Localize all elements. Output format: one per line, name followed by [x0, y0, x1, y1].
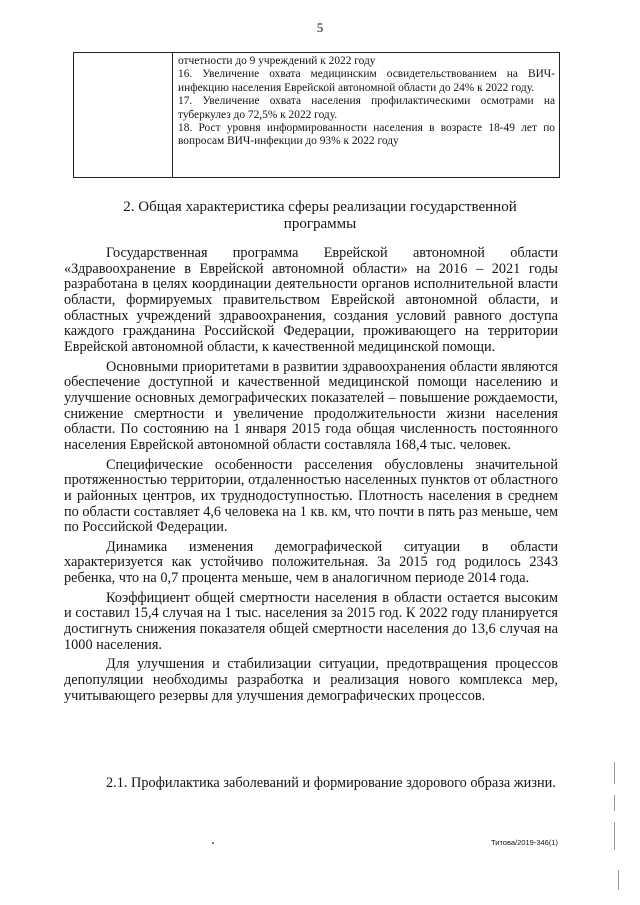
scan-artifact — [614, 822, 615, 850]
section-heading-line: 2. Общая характеристика сферы реализации государственной — [123, 199, 517, 215]
document-code: Титова/2019-346(1) — [491, 838, 558, 847]
goals-table-fragment — [73, 52, 560, 178]
table-line: отчетности до 9 учреждений к 2022 году — [178, 55, 376, 67]
scan-artifact — [614, 762, 615, 784]
paragraph: Основными приоритетами в развитии здравоохранения области являются обеспечение доступной и качественной медицинской помощи населению и улучшение основных демографических показателей – повышение рождаемости, снижение смертности и увеличение продолжительности жизни населения области. По состоянию на 1 января 2015 года общая численность постоянного населения Еврейской автономной области составляла 168,4 тыс. человек. — [64, 358, 558, 453]
page-number: 5 — [316, 20, 324, 35]
paragraph: Для улучшения и стабилизации ситуации, предотвращения процессов депопуляции необходимы разработка и реализация нового комплекса мер, учитывающего резервы для улучшения демографических процессов. — [64, 656, 558, 704]
scan-artifact — [618, 870, 619, 890]
paragraph: Специфические особенности расселения обусловлены значительной протяженностью территории, отдаленностью населенных пунктов от областного и районных центров, их труднодоступностью. Плотность населения в среднем по области составляет 4,6 человека на 1 кв. км, что почти в пять раз меньше, чем по Российской Федерации. — [64, 456, 558, 536]
table-line: 18. Рост уровня информированности населения в возрасте 18-49 лет по вопросам ВИЧ-инфекции до 93% к 2022 году — [178, 122, 555, 148]
section-heading — [0, 199, 640, 233]
table-column-divider — [172, 53, 173, 177]
scan-artifact — [614, 795, 615, 811]
section-heading-line: программы — [283, 216, 357, 232]
table-line: 17. Увеличение охвата населения профилактическими осмотрами на туберкулез до 72,5% к 2022 году. — [178, 95, 555, 121]
paragraph: Государственная программа Еврейской автономной области «Здравоохранение в Еврейской автономной области» на 2016 – 2021 годы разработана в целях координации деятельности органов исполнительной власти области, формируемых правительством Еврейской автономной области, и областных учреждений здравоохранения, создания условий равного доступа каждого гражданина Российской Федерации, проживающего на территории Еврейской автономной области, к качественной медицинской помощи. — [64, 245, 558, 355]
scan-artifact — [212, 842, 214, 844]
table-cell-indicators — [178, 55, 555, 149]
paragraph: Коэффициент общей смертности населения в области остается высоким и составил 15,4 случая на 1 тыс. населения за 2015 год. К 2022 году планируется достигнуть снижения показателя общей смертности населения до 13,6 случая на 1000 населения. — [64, 589, 558, 653]
subsection-heading: 2.1. Профилактика заболеваний и формирование здорового образа жизни. — [106, 775, 556, 791]
section-body — [64, 246, 558, 708]
table-line: 16. Увеличение охвата медицинским освидетельствованием на ВИЧ-инфекцию населения Еврейской автономной области до 24% к 2022 году. — [178, 68, 555, 94]
paragraph: Динамика изменения демографической ситуации в области характеризуется как устойчиво положительная. За 2015 год родилось 2343 ребенка, что на 0,7 процента меньше, чем в аналогичном периоде 2014 года. — [64, 538, 558, 587]
